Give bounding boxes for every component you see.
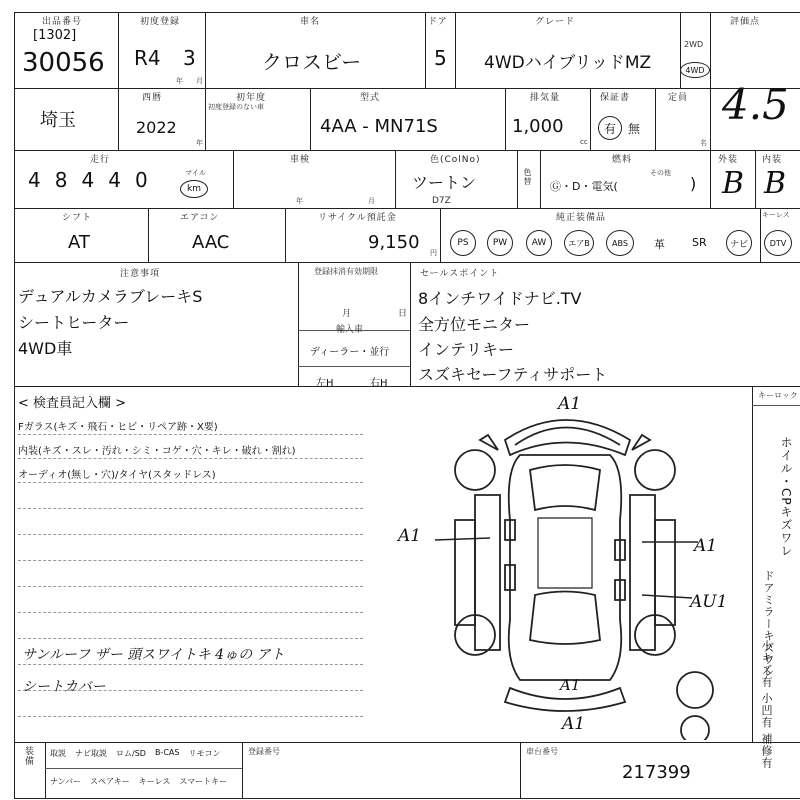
warranty-no: 無 (628, 122, 641, 136)
grade-label: グレード (535, 17, 576, 27)
month-unit: 月 (196, 77, 203, 85)
door-count: 5 (434, 46, 447, 70)
attention-label: 注意事項 (120, 269, 161, 279)
import-label: 輸入車 (336, 325, 364, 335)
damage-mark-right-upper: A1 (694, 536, 718, 556)
color-change-label: 色替 (523, 168, 532, 186)
model-code: 4AA - MN71S (320, 116, 438, 137)
fuel-other: その他 (650, 169, 671, 177)
mileage-digit: 0 (134, 168, 148, 192)
equip-navi: ナビ (726, 230, 752, 256)
handwritten-note-2: シートカバー (22, 679, 106, 695)
year-label: 西暦 (142, 93, 163, 103)
drive-2wd: 2WD (684, 40, 704, 49)
footer-equip-top-row (50, 748, 220, 759)
capacity-unit: 名 (700, 139, 707, 147)
chassis-label: 車台番号 (526, 747, 558, 756)
shift: AT (68, 232, 90, 253)
cc-unit: cc (580, 138, 588, 146)
first-reg-label: 初度登録 (140, 17, 181, 27)
side-note-damage: 小キズ有 小凹有 補修有 (760, 640, 773, 769)
attention-item: 4WD車 (18, 339, 73, 358)
score-handwritten: 4.5 (722, 80, 789, 129)
mileage-digits (28, 168, 148, 192)
first-reg-era: R4 (134, 46, 161, 70)
interior-line: 内装(キズ・スレ・汚れ・シミ・コゲ・穴・キレ・破れ・割れ) (18, 446, 296, 457)
damage-mark-rear: A1 (560, 676, 581, 694)
equip-sr: SR (692, 236, 707, 249)
fuel-label: 燃料 (612, 155, 633, 165)
first-reg-month: 3 (183, 46, 196, 70)
interior-label: 内装 (762, 155, 783, 165)
chassis-number: 217399 (622, 762, 691, 783)
import-value: ディーラー・並行 (310, 347, 390, 358)
footer-equip-item: ロム/SD (116, 749, 146, 758)
mileage-unit-km-circled: km (180, 180, 208, 198)
footer-equip-item: ナビ取説 (75, 749, 107, 758)
footer-equip-item: キーレス (138, 777, 171, 786)
reg-expiry-month: 月 (342, 309, 352, 319)
lot-number: 30056 (22, 48, 105, 78)
drive-4wd-circled: 4WD (680, 62, 710, 78)
inspection-label: 車検 (290, 155, 311, 165)
keylock-label: キーロック (758, 391, 798, 400)
footer-equip-item: リモコン (188, 749, 221, 758)
mileage-digit: 4 (108, 168, 121, 192)
color-label: 色(ColNo) (430, 155, 481, 165)
attention-item: シートヒーター (18, 313, 130, 332)
grade: 4WDハイブリッドMZ (484, 53, 652, 73)
sales-point: スズキセーフティサポート (418, 365, 608, 384)
exterior-grade: B (722, 166, 745, 201)
equip-abs: ABS (606, 230, 634, 256)
mileage-unit-mile: マイル (185, 169, 206, 177)
handle-left: 左H (316, 378, 334, 389)
keyless-label: キーレス (762, 211, 790, 219)
damage-mark-right-lower: AU1 (690, 592, 728, 612)
glass-line: Fガラス(キズ・飛石・ヒビ・リペア跡・X要) (18, 422, 218, 433)
ac-label: エアコン (180, 213, 220, 223)
footer-equip-bottom-row (50, 776, 227, 787)
mileage-label: 走行 (90, 155, 111, 165)
damage-mark-bottom: A1 (562, 714, 586, 734)
sales-point: インテリキー (418, 340, 515, 359)
lot-label: 出品番号 (42, 17, 83, 27)
warranty-label: 保証書 (600, 93, 631, 103)
interior-grade: B (764, 166, 787, 201)
equip-pw: PW (487, 230, 513, 256)
sales-label: セールスポイント (420, 269, 500, 279)
recycle-label: リサイクル預託金 (318, 213, 397, 223)
damage-mark-left: A1 (398, 526, 422, 546)
inspection-year-unit: 年 (296, 197, 303, 205)
warranty-yes-circled: 有 (598, 116, 622, 140)
year-unit: 年 (176, 77, 183, 85)
sales-point: 8インチワイドナビ.TV (418, 289, 582, 308)
reg-expiry-label: 登録抹消有効期限 (314, 267, 378, 276)
model-label: 型式 (360, 93, 381, 103)
color-code: D7Z (432, 196, 451, 206)
equip-aw: AW (526, 230, 552, 256)
displacement-label: 排気量 (530, 93, 561, 103)
equip-leather: 革 (654, 238, 665, 251)
capacity-label: 定員 (668, 93, 689, 103)
car-name: クロスビー (262, 50, 362, 74)
footer-equip-item: B-CAS (154, 748, 180, 757)
damage-mark-top: A1 (558, 394, 582, 414)
ac: AAC (192, 232, 230, 253)
region: 埼玉 (40, 110, 76, 131)
footer-equip-item: スマートキー (179, 777, 228, 786)
handle-right: 右H (370, 378, 388, 389)
car-name-label: 車名 (300, 17, 321, 27)
shift-label: シフト (62, 213, 93, 223)
footer-equip-item: ナンバー (50, 777, 82, 786)
first-year-label: 初年度 (236, 93, 267, 103)
equip-airbag: エアB (564, 230, 594, 256)
equip-dtv: DTV (764, 230, 792, 256)
mileage-digit: 4 (81, 168, 95, 192)
inspection-title: < 検査員記入欄 > (18, 396, 127, 411)
footer-equip-item: 取説 (50, 749, 66, 758)
first-reg-note: 初度登録のない車 (208, 103, 264, 111)
footer-equip-item: スペアキー (90, 777, 130, 786)
side-note-wheel: ホイル・CPキズワレ (779, 436, 793, 558)
recycle-fee: 9,150 (368, 232, 420, 253)
lot-area: [1302] (33, 28, 77, 43)
reg-expiry-day: 日 (398, 309, 408, 319)
model-year: 2022 (136, 118, 177, 137)
footer-equipment-label: 装備 (23, 746, 33, 766)
fuel-close: ) (690, 174, 697, 193)
fuel-options: Ⓖ・D・電気( (550, 180, 618, 193)
color: ツートン (412, 173, 477, 192)
equip-ps: PS (450, 230, 476, 256)
sales-point: 全方位モニター (418, 315, 531, 334)
equipment-label: 純正装備品 (556, 213, 607, 223)
yen-unit: 円 (430, 249, 437, 257)
model-year-unit: 年 (196, 139, 203, 147)
inspection-month-unit: 月 (368, 197, 375, 205)
mileage-digit: 8 (54, 168, 68, 192)
score-label: 評価点 (730, 17, 761, 27)
displacement: 1,000 (512, 116, 564, 137)
attention-item: デュアルカメラブレーキS (18, 287, 203, 306)
handwritten-note-1: サンルーフ ザー 頭スワイトキ 4ゅの アト (22, 647, 285, 663)
exterior-label: 外装 (718, 155, 739, 165)
mileage-digit: 4 (28, 168, 41, 192)
reg-number-label: 登録番号 (248, 747, 280, 756)
side-note-mirror: ドアミラーキズワレ (762, 570, 775, 678)
door-label: ドア (428, 17, 448, 27)
audio-tire-line: オーディオ(無し・穴)/タイヤ(スタッドレス) (18, 470, 216, 481)
